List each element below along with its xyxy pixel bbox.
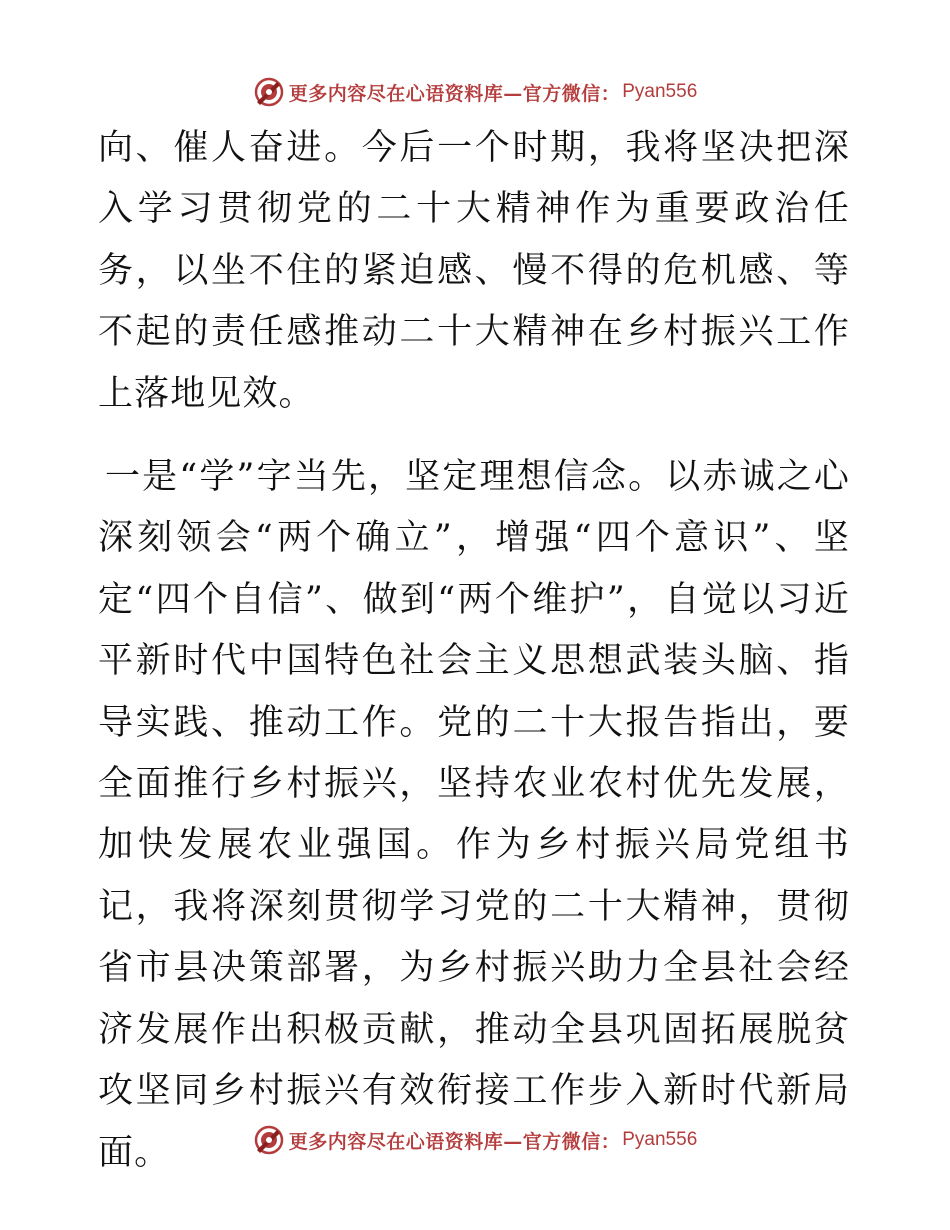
paragraph-2: 一是“学”字当先，坚定理想信念。以赤诚之心深刻领会“两个确立”，增强“四个意识”、坚定“四个自信”、做到“两个维护”，自觉以习近平新时代中国特色社会主义思想武装头脑、指导实践、推动工作。党的二十大报告指出，要全面推行乡村振兴，坚持农业农村优先发展，加快发展农业强国。作为乡村振兴局党组书记，我将深刻贯彻学习党的二十大精神，贯彻省市县决策部署，为乡村振兴助力全县社会经济发展作出积极贡献，推动全县巩固拓展脱贫攻坚同乡村振兴有效衔接工作步入新时代新局面。 <box>98 457 850 1173</box>
header-wechat-handle: Pyan556 <box>622 81 698 102</box>
header-watermark <box>0 72 950 112</box>
footer-brand-text: 更多内容尽在心语资料库—官方微信： <box>288 1130 621 1153</box>
brand-logo-icon <box>253 76 285 108</box>
paragraph-1: 向、催人奋进。今后一个时期，我将坚决把深入学习贯彻党的二十大精神作为重要政治任务，以坐不住的紧迫感、慢不得的危机感、等不起的责任感推动二十大精神在乡村振兴工作上落地见效。 <box>98 128 850 414</box>
footer-watermark <box>0 1120 950 1160</box>
footer-wechat-handle: Pyan556 <box>622 1129 698 1150</box>
brand-logo-icon <box>253 1124 285 1156</box>
header-brand-text: 更多内容尽在心语资料库—官方微信： <box>288 82 621 105</box>
document-body <box>98 118 850 1184</box>
